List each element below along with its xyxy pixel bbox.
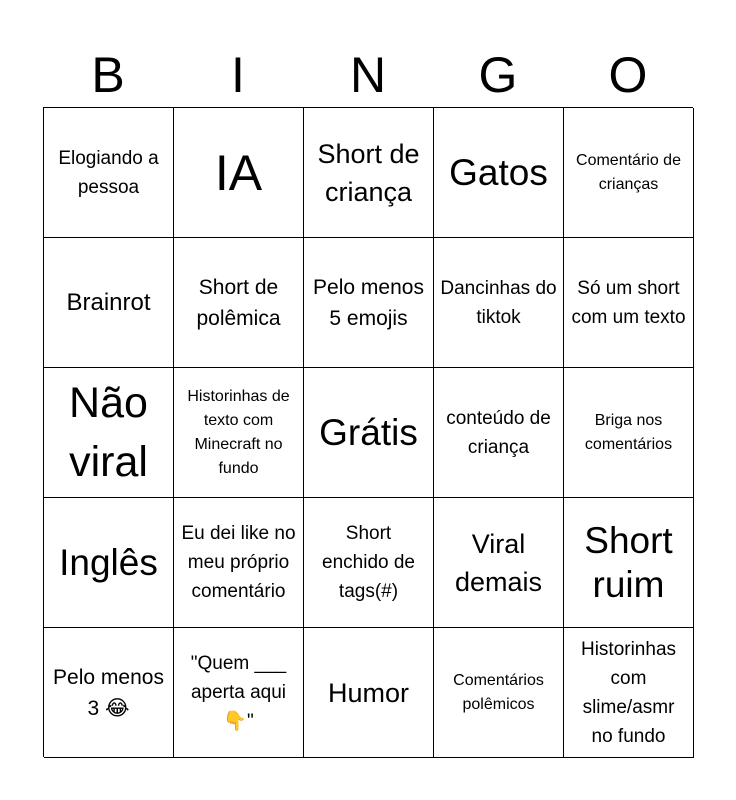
cell-text: IA <box>214 144 263 201</box>
bingo-cell[interactable] <box>564 108 694 238</box>
bingo-cell[interactable] <box>44 368 174 498</box>
cell-text: Briga nos comentários <box>584 411 673 453</box>
bingo-cell[interactable] <box>44 108 174 238</box>
cell-text: Historinhas com slime/asmr no fundo <box>580 638 677 747</box>
cell-text: conteúdo de criança <box>446 407 551 458</box>
cell-text: Eu dei like no meu próprio comentário <box>181 523 296 602</box>
bingo-cell[interactable] <box>44 238 174 368</box>
cell-text: Short de criança <box>317 138 420 207</box>
cell-text: Só um short com um texto <box>571 277 686 328</box>
cell-text: Comentários polêmicos <box>453 671 544 713</box>
bingo-cell[interactable] <box>304 238 434 368</box>
bingo-cell[interactable] <box>434 108 564 238</box>
bingo-board <box>43 107 693 757</box>
header-letter-o: O <box>608 47 648 103</box>
bingo-cell[interactable] <box>174 368 304 498</box>
bingo-cell[interactable] <box>564 628 694 758</box>
cell-text: Elogiando a pessoa <box>58 147 159 198</box>
cell-text: Short ruim <box>584 519 673 605</box>
cell-text: Gatos <box>449 151 548 193</box>
bingo-cell[interactable] <box>434 498 564 628</box>
cell-text: Short enchido de tags(#) <box>322 523 415 602</box>
bingo-cell[interactable] <box>304 368 434 498</box>
bingo-cell[interactable] <box>304 628 434 758</box>
bingo-cell[interactable] <box>174 628 304 758</box>
cell-text: Dancinhas do tiktok <box>440 277 557 328</box>
cell-text: Não viral <box>69 378 148 486</box>
cell-text: Pelo menos 3 😂 <box>53 665 164 720</box>
header-letter-n: N <box>349 47 387 103</box>
bingo-cell[interactable] <box>174 498 304 628</box>
bingo-cell[interactable] <box>174 238 304 368</box>
header-letter-g: G <box>478 47 518 103</box>
bingo-cell[interactable] <box>564 238 694 368</box>
header-letter-b: B <box>91 47 125 103</box>
cell-text: Short de polêmica <box>196 275 281 330</box>
bingo-cell[interactable] <box>564 498 694 628</box>
bingo-cell[interactable] <box>434 628 564 758</box>
bingo-header <box>43 44 693 106</box>
cell-text: Brainrot <box>66 289 151 316</box>
cell-text: Pelo menos 5 emojis <box>313 275 424 330</box>
header-letter-i: I <box>231 47 245 103</box>
bingo-cell[interactable] <box>44 628 174 758</box>
cell-text: Viral demais <box>454 528 543 597</box>
cell-text: Grátis <box>319 411 418 453</box>
bingo-cell[interactable] <box>434 368 564 498</box>
cell-text: "Quem ___ aperta aqui 👇" <box>190 653 287 732</box>
bingo-cell[interactable] <box>564 368 694 498</box>
bingo-cell[interactable] <box>434 238 564 368</box>
cell-text: Inglês <box>59 541 158 583</box>
bingo-cell[interactable] <box>304 498 434 628</box>
cell-text: Humor <box>327 677 409 708</box>
bingo-cell[interactable] <box>174 108 304 238</box>
cell-text: Comentário de crianças <box>576 151 681 193</box>
bingo-cell[interactable] <box>44 498 174 628</box>
cell-text: Historinhas de texto com Minecraft no fundo <box>187 387 290 477</box>
bingo-cell[interactable] <box>304 108 434 238</box>
